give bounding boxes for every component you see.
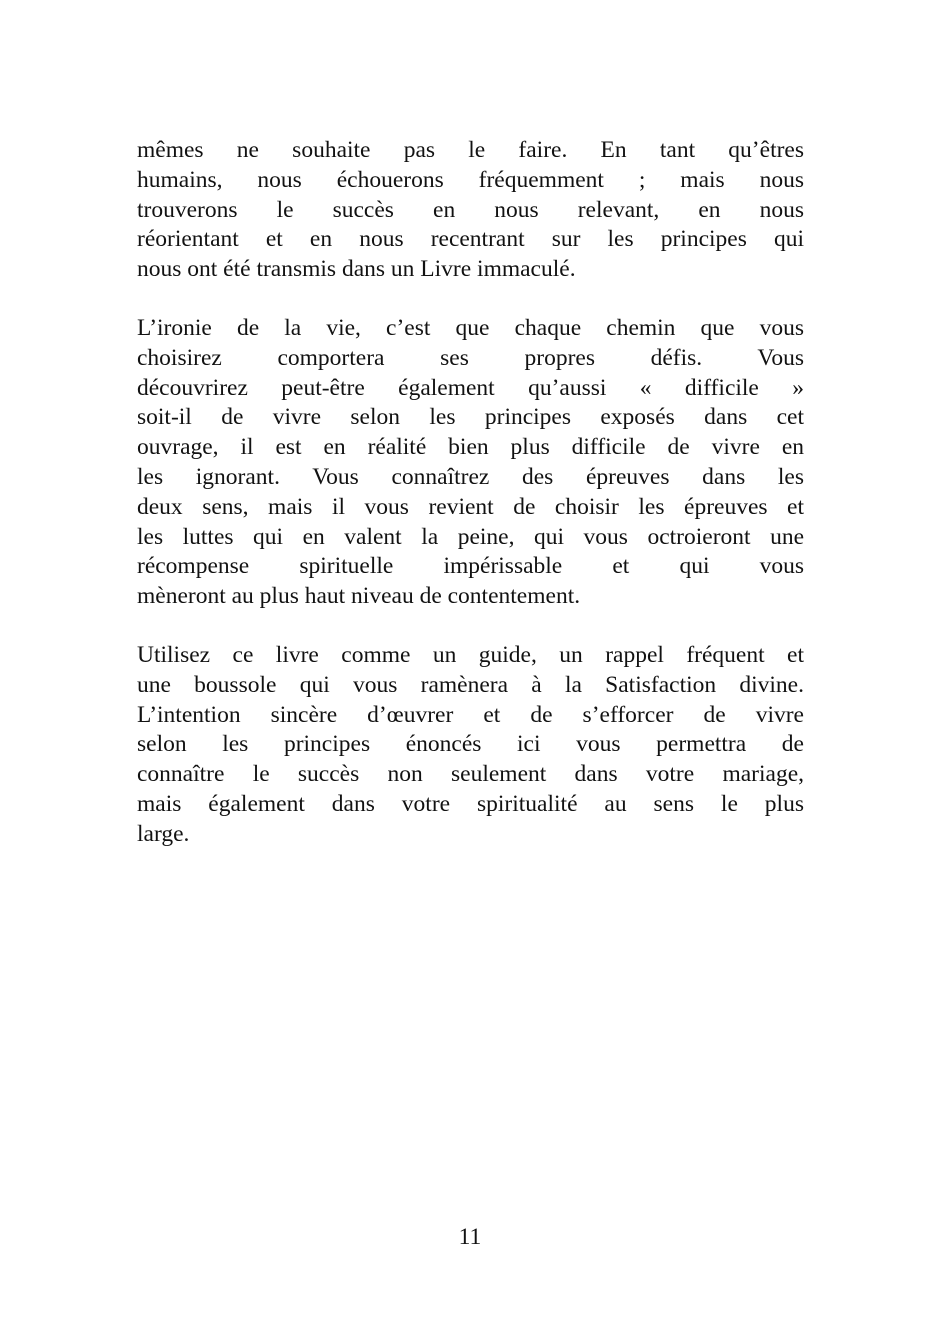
text-line: les ignorant. Vous connaîtrez des épreuves dans les xyxy=(137,463,804,490)
text-line: L’ironie de la vie, c’est que chaque chemin que vous xyxy=(137,314,804,341)
text-line: ouvrage, il est en réalité bien plus difficile de vivre en xyxy=(137,434,804,461)
text-line: mèneront au plus haut niveau de contentement. xyxy=(137,583,581,610)
text-line: humains, nous échouerons fréquemment ; mais nous xyxy=(137,166,804,193)
text-line: soit-il de vivre selon les principes exposés dans cet xyxy=(137,404,804,431)
text-line: récompense spirituelle impérissable et qui vous xyxy=(137,553,804,580)
text-line: L’intention sincère d’œuvrer et de s’efforcer de vivre xyxy=(137,701,804,728)
text-line: choisirez comportera ses propres défis. Vous xyxy=(137,344,804,371)
text-line: une boussole qui vous ramènera à la Satisfaction divine. xyxy=(137,671,804,698)
page-number: 11 xyxy=(458,1224,482,1250)
text-line: Utilisez ce livre comme un guide, un rappel fréquent et xyxy=(137,641,804,668)
text-column xyxy=(137,136,804,879)
text-line: trouverons le succès en nous relevant, en nous xyxy=(137,196,804,223)
text-line: selon les principes énoncés ici vous permettra de xyxy=(137,731,804,758)
text-line: les luttes qui en valent la peine, qui vous octroieront une xyxy=(137,523,804,550)
text-line: mais également dans votre spiritualité au sens le plus xyxy=(137,790,804,817)
text-line: découvrirez peut-être également qu’aussi « difficile » xyxy=(137,374,804,401)
text-line: connaître le succès non seulement dans votre mariage, xyxy=(137,761,804,788)
text-line: réorientant et en nous recentrant sur les principes qui xyxy=(137,226,804,253)
paragraph xyxy=(137,136,804,285)
paragraph xyxy=(137,641,804,850)
text-line: deux sens, mais il vous revient de choisir les épreuves et xyxy=(137,493,804,520)
paragraph xyxy=(137,314,804,612)
text-line: mêmes ne souhaite pas le faire. En tant qu’êtres xyxy=(137,137,804,163)
text-line: nous ont été transmis dans un Livre immaculé. xyxy=(137,256,576,283)
text-line: large. xyxy=(137,820,190,847)
